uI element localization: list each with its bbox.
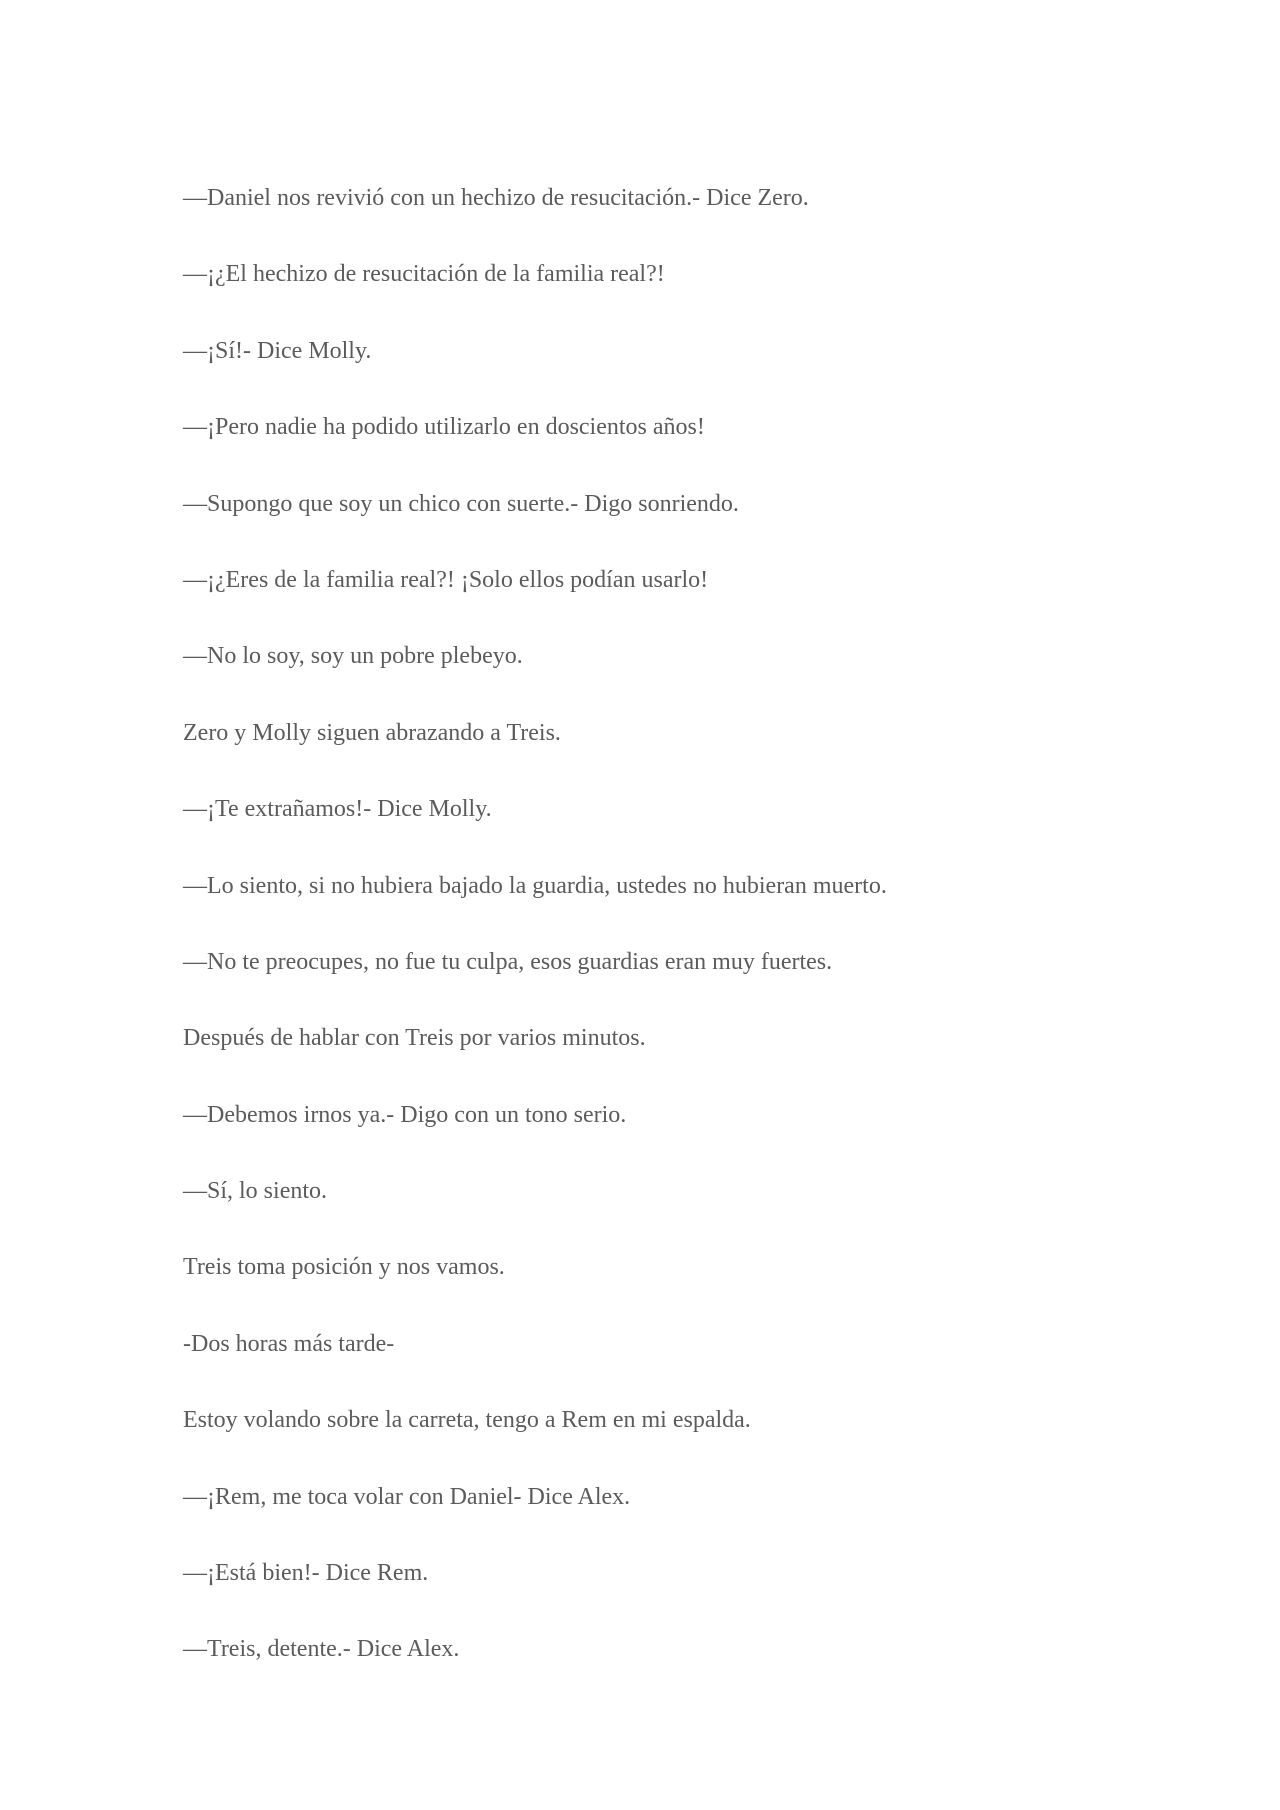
paragraph-line: —¡Sí!- Dice Molly. (183, 337, 372, 364)
paragraph-line: —No lo soy, soy un pobre plebeyo. (183, 643, 523, 670)
paragraph-line: —Sí, lo siento. (183, 1178, 328, 1205)
paragraph-line: Estoy volando sobre la carreta, tengo a Rem en mi espalda. (183, 1407, 751, 1434)
paragraph-line: Después de hablar con Treis por varios minutos. (183, 1025, 646, 1052)
paragraph-line: Treis toma posición y nos vamos. (183, 1254, 505, 1281)
paragraph-line: —¡Rem, me toca volar con Daniel- Dice Alex. (183, 1483, 631, 1510)
paragraph-line: -Dos horas más tarde- (183, 1330, 395, 1357)
paragraph-line: —No te preocupes, no fue tu culpa, esos guardias eran muy fuertes. (183, 948, 833, 975)
paragraph-line: —Supongo que soy un chico con suerte.- Digo sonriendo. (183, 490, 739, 517)
document-body (183, 178, 1143, 1706)
paragraph-line: —Daniel nos revivió con un hechizo de resucitación.- Dice Zero. (183, 185, 809, 211)
paragraph-line: —¡Pero nadie ha podido utilizarlo en doscientos años! (183, 414, 705, 441)
paragraph-line: —¡Está bien!- Dice Rem. (183, 1560, 429, 1587)
paragraph-line: —¡Te extrañamos!- Dice Molly. (183, 796, 492, 823)
paragraph-line: —¡¿El hechizo de resucitación de la familia real?! (183, 261, 665, 288)
paragraph-line: —Debemos irnos ya.- Digo con un tono serio. (183, 1101, 627, 1128)
paragraph-line: —Lo siento, si no hubiera bajado la guardia, ustedes no hubieran muerto. (183, 872, 887, 899)
paragraph-line: —Treis, detente.- Dice Alex. (183, 1636, 460, 1663)
paragraph-line: —¡¿Eres de la familia real?! ¡Solo ellos podían usarlo! (183, 566, 709, 593)
paragraph-line: Zero y Molly siguen abrazando a Treis. (183, 719, 561, 746)
